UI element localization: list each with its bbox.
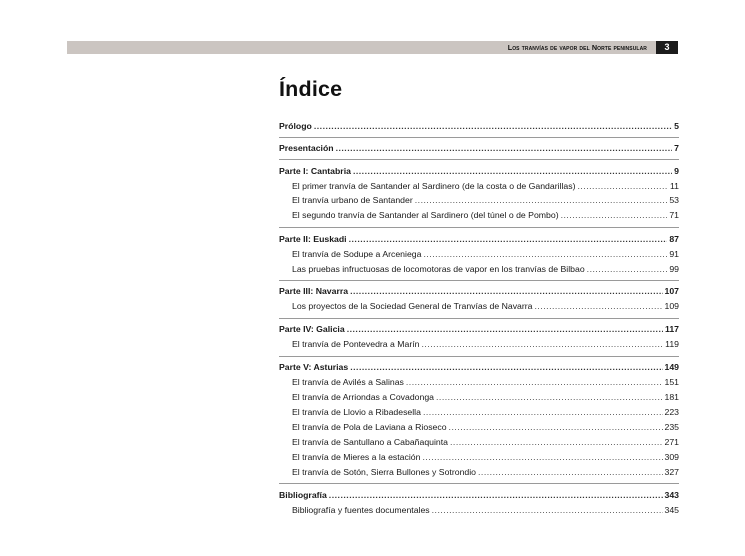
toc-entry-parte-iii[interactable] bbox=[279, 285, 679, 297]
divider bbox=[279, 356, 679, 357]
leader-dots bbox=[350, 361, 662, 373]
leader-dots bbox=[535, 300, 663, 312]
toc-entry-label: Parte II: Euskadi bbox=[279, 234, 347, 244]
toc-entry-page: 71 bbox=[669, 210, 679, 220]
divider bbox=[279, 227, 679, 228]
toc-entry-page: 107 bbox=[664, 286, 679, 296]
toc-entry-parte-i[interactable] bbox=[279, 165, 679, 177]
toc-entry-label: Parte IV: Galicia bbox=[279, 324, 345, 334]
toc-entry-bibliografia[interactable] bbox=[279, 489, 679, 501]
toc-entry-page: 327 bbox=[664, 467, 679, 477]
leader-dots bbox=[350, 285, 662, 297]
toc-entry-page: 309 bbox=[664, 452, 679, 462]
toc-subentry[interactable] bbox=[292, 391, 679, 403]
toc-entry-label: Parte I: Cantabria bbox=[279, 166, 351, 176]
toc-entry-page: 109 bbox=[664, 301, 679, 311]
toc-entry-label: El tranvía de Avilés a Salinas bbox=[292, 377, 404, 387]
divider bbox=[279, 159, 679, 160]
toc-entry-page: 117 bbox=[664, 324, 679, 334]
leader-dots bbox=[406, 376, 663, 388]
toc-subentry[interactable] bbox=[292, 180, 679, 192]
toc-entry-page: 235 bbox=[664, 422, 679, 432]
divider bbox=[279, 318, 679, 319]
toc-entry-label: Parte V: Asturias bbox=[279, 362, 349, 372]
toc-entry-label: El tranvía urbano de Santander bbox=[292, 195, 413, 205]
toc-entry-page: 149 bbox=[664, 362, 679, 372]
toc-subentry[interactable] bbox=[292, 466, 679, 478]
toc-entry-label: El tranvía de Llovio a Ribadesella bbox=[292, 407, 421, 417]
toc-subentry[interactable] bbox=[292, 406, 679, 418]
toc-subentry[interactable] bbox=[292, 209, 679, 221]
toc-subentry[interactable] bbox=[292, 436, 679, 448]
toc-entry-page: 53 bbox=[669, 195, 679, 205]
toc-entry-page: 5 bbox=[674, 121, 679, 131]
toc-entry-page: 345 bbox=[664, 505, 679, 515]
divider bbox=[279, 280, 679, 281]
toc-entry-label: El tranvía de Santullano a Cabañaquinta bbox=[292, 437, 449, 447]
toc-entry-label: El tranvía de Sotón, Sierra Bullones y Sotrondio bbox=[292, 467, 476, 477]
toc-subentry[interactable] bbox=[292, 263, 679, 275]
leader-dots bbox=[422, 338, 664, 350]
divider bbox=[279, 137, 679, 138]
leader-dots bbox=[436, 391, 663, 403]
toc-entry-parte-ii[interactable] bbox=[279, 233, 679, 245]
toc-entry-label: Bibliografía bbox=[279, 490, 327, 500]
running-title: Los tranvías de vapor del Norte peninsular bbox=[507, 43, 647, 52]
running-header bbox=[67, 41, 678, 54]
leader-dots bbox=[587, 263, 668, 275]
toc-subentry[interactable] bbox=[292, 300, 679, 312]
leader-dots bbox=[432, 504, 663, 516]
toc-entry-page: 9 bbox=[674, 166, 679, 176]
leader-dots bbox=[478, 466, 663, 478]
leader-dots bbox=[347, 323, 663, 335]
toc-entry-prologo[interactable] bbox=[279, 120, 679, 132]
toc-entry-page: 271 bbox=[664, 437, 679, 447]
toc-subentry[interactable] bbox=[292, 338, 679, 350]
toc-entry-page: 119 bbox=[665, 339, 679, 349]
toc-entry-label: El tranvía de Sodupe a Arceniega bbox=[292, 249, 422, 259]
toc-subentry[interactable] bbox=[292, 248, 679, 260]
leader-dots bbox=[577, 180, 668, 192]
page-number: 3 bbox=[656, 41, 678, 54]
leader-dots bbox=[314, 120, 672, 132]
leader-dots bbox=[329, 489, 663, 501]
toc-entry-label: El tranvía de Pontevedra a Marín bbox=[292, 339, 420, 349]
toc-entry-label: El tranvía de Mieres a la estación bbox=[292, 452, 421, 462]
leader-dots bbox=[422, 451, 662, 463]
toc-entry-label: Prólogo bbox=[279, 121, 312, 131]
leader-dots bbox=[423, 248, 667, 260]
leader-dots bbox=[423, 406, 663, 418]
toc-entry-label: Los proyectos de la Sociedad General de Tranvías de Navarra bbox=[292, 301, 533, 311]
toc-entry-label: Presentación bbox=[279, 143, 334, 153]
toc-entry-page: 91 bbox=[669, 249, 679, 259]
toc-entry-page: 87 bbox=[669, 234, 679, 244]
toc-entry-page: 99 bbox=[669, 264, 679, 274]
toc-subentry[interactable] bbox=[292, 504, 679, 516]
toc-subentry[interactable] bbox=[292, 194, 679, 206]
toc-subentry[interactable] bbox=[292, 376, 679, 388]
leader-dots bbox=[349, 233, 668, 245]
toc-entry-page: 181 bbox=[664, 392, 679, 402]
toc-entry-parte-v[interactable] bbox=[279, 361, 679, 373]
toc-subentry[interactable] bbox=[292, 451, 679, 463]
divider bbox=[279, 483, 679, 484]
toc-entry-page: 151 bbox=[664, 377, 679, 387]
toc-entry-label: El tranvía de Pola de Laviana a Rioseco bbox=[292, 422, 447, 432]
toc-entry-page: 11 bbox=[669, 181, 679, 191]
leader-dots bbox=[415, 194, 668, 206]
leader-dots bbox=[336, 142, 673, 154]
toc-entry-label: El tranvía de Arriondas a Covadonga bbox=[292, 392, 434, 402]
toc-entry-page: 7 bbox=[674, 143, 679, 153]
toc-entry-page: 343 bbox=[664, 490, 679, 500]
toc-entry-parte-iv[interactable] bbox=[279, 323, 679, 335]
toc-entry-label: Parte III: Navarra bbox=[279, 286, 349, 296]
leader-dots bbox=[450, 436, 662, 448]
toc-subentry[interactable] bbox=[292, 421, 679, 433]
toc-entry-label: Bibliografía y fuentes documentales bbox=[292, 505, 430, 515]
toc-entry-label: Las pruebas infructuosas de locomotoras de vapor en los tranvías de Bilbao bbox=[292, 264, 585, 274]
leader-dots bbox=[561, 209, 668, 221]
toc-entry-label: El segundo tranvía de Santander al Sardinero (del túnel o de Pombo) bbox=[292, 210, 559, 220]
leader-dots bbox=[449, 421, 663, 433]
leader-dots bbox=[353, 165, 672, 177]
toc-entry-page: 223 bbox=[664, 407, 679, 417]
toc-entry-label: El primer tranvía de Santander al Sardinero (de la costa o de Gandarillas) bbox=[292, 181, 576, 191]
toc-entry-presentacion[interactable] bbox=[279, 142, 679, 154]
page-title: Índice bbox=[279, 77, 343, 101]
